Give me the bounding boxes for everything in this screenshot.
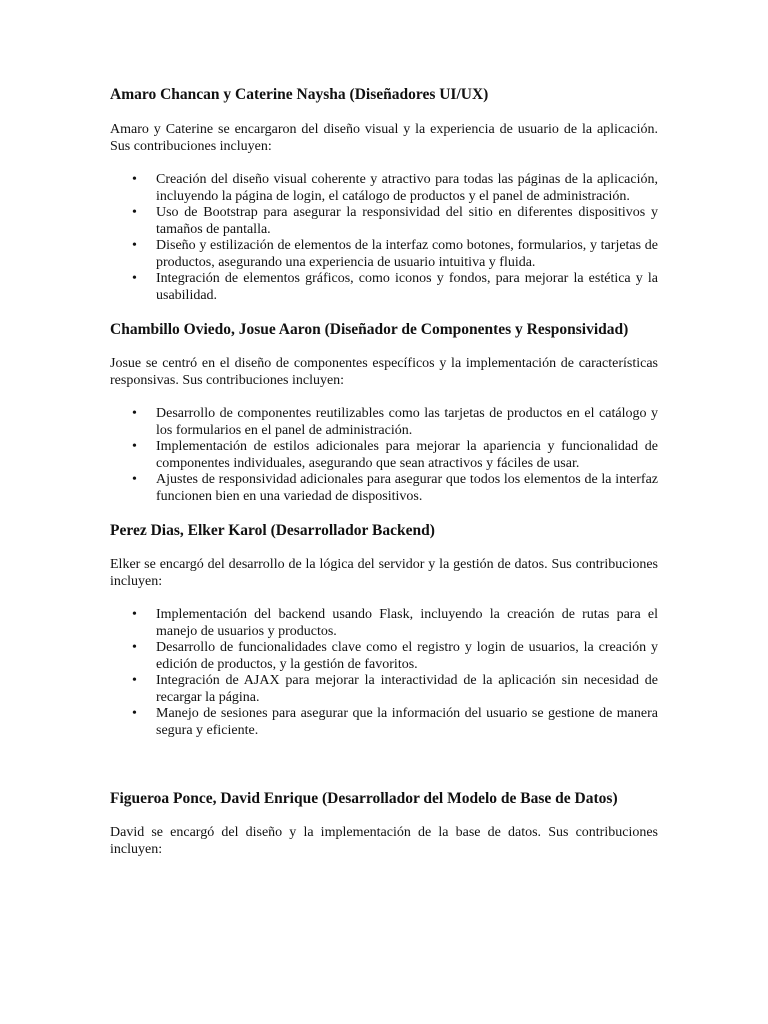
bullet-icon: • <box>132 406 137 421</box>
list-item: • Implementación de estilos adicionales para mejorar la apariencia y funcionalidad de componentes individuales, asegurando que sean atractivos y fáciles de usar. <box>132 439 658 471</box>
contribution-list-components <box>110 406 658 505</box>
section-intro-backend: Elker se encargó del desarrollo de la lógica del servidor y la gestión de datos. Sus contribuciones incluyen: <box>110 557 658 589</box>
bullet-icon: • <box>132 205 137 220</box>
section-intro-database: David se encargó del diseño y la implementación de la base de datos. Sus contribuciones incluyen: <box>110 825 658 857</box>
bullet-icon: • <box>132 673 137 688</box>
bullet-icon: • <box>132 607 137 622</box>
section-intro-components: Josue se centró en el diseño de componentes específicos y la implementación de características responsivas. Sus contribuciones incluyen: <box>110 356 658 388</box>
section-heading-backend: Perez Dias, Elker Karol (Desarrollador Backend) <box>110 522 435 539</box>
list-item: • Creación del diseño visual coherente y atractivo para todas las páginas de la aplicación, incluyendo la página de login, el catálogo de productos y el panel de administración. <box>132 172 658 204</box>
bullet-icon: • <box>132 238 137 253</box>
contribution-list-ui-ux <box>110 172 658 304</box>
bullet-icon: • <box>132 172 137 187</box>
list-item: • Ajustes de responsividad adicionales para asegurar que todos los elementos de la interfaz funcionen bien en una variedad de dispositivos. <box>132 472 658 504</box>
bullet-icon: • <box>132 472 137 487</box>
list-item: • Desarrollo de componentes reutilizables como las tarjetas de productos en el catálogo y los formularios en el panel de administración. <box>132 406 658 438</box>
list-item: • Uso de Bootstrap para asegurar la responsividad del sitio en diferentes dispositivos y tamaños de pantalla. <box>132 205 658 237</box>
document-page <box>110 86 658 858</box>
list-item: • Desarrollo de funcionalidades clave como el registro y login de usuarios, la creación y edición de productos, y la gestión de favoritos. <box>132 640 658 672</box>
list-item: • Integración de AJAX para mejorar la interactividad de la aplicación sin necesidad de recargar la página. <box>132 673 658 705</box>
section-intro-ui-ux: Amaro y Caterine se encargaron del diseño visual y la experiencia de usuario de la aplicación. Sus contribuciones incluyen: <box>110 122 658 154</box>
bullet-icon: • <box>132 640 137 655</box>
list-item: • Manejo de sesiones para asegurar que la información del usuario se gestione de manera segura y eficiente. <box>132 706 658 738</box>
contribution-list-backend <box>110 607 658 739</box>
bullet-icon: • <box>132 439 137 454</box>
section-heading-ui-ux: Amaro Chancan y Caterine Naysha (Diseñadores UI/UX) <box>110 86 489 103</box>
list-item: • Diseño y estilización de elementos de la interfaz como botones, formularios, y tarjetas de productos, asegurando una experiencia de usuario intuitiva y fluida. <box>132 238 658 270</box>
section-heading-database: Figueroa Ponce, David Enrique (Desarrollador del Modelo de Base de Datos) <box>110 790 618 807</box>
list-item: • Integración de elementos gráficos, como iconos y fondos, para mejorar la estética y la usabilidad. <box>132 271 658 303</box>
section-heading-components: Chambillo Oviedo, Josue Aaron (Diseñador de Componentes y Responsividad) <box>110 321 629 338</box>
list-item: • Implementación del backend usando Flask, incluyendo la creación de rutas para el manejo de usuarios y productos. <box>132 607 658 639</box>
bullet-icon: • <box>132 706 137 721</box>
bullet-icon: • <box>132 271 137 286</box>
